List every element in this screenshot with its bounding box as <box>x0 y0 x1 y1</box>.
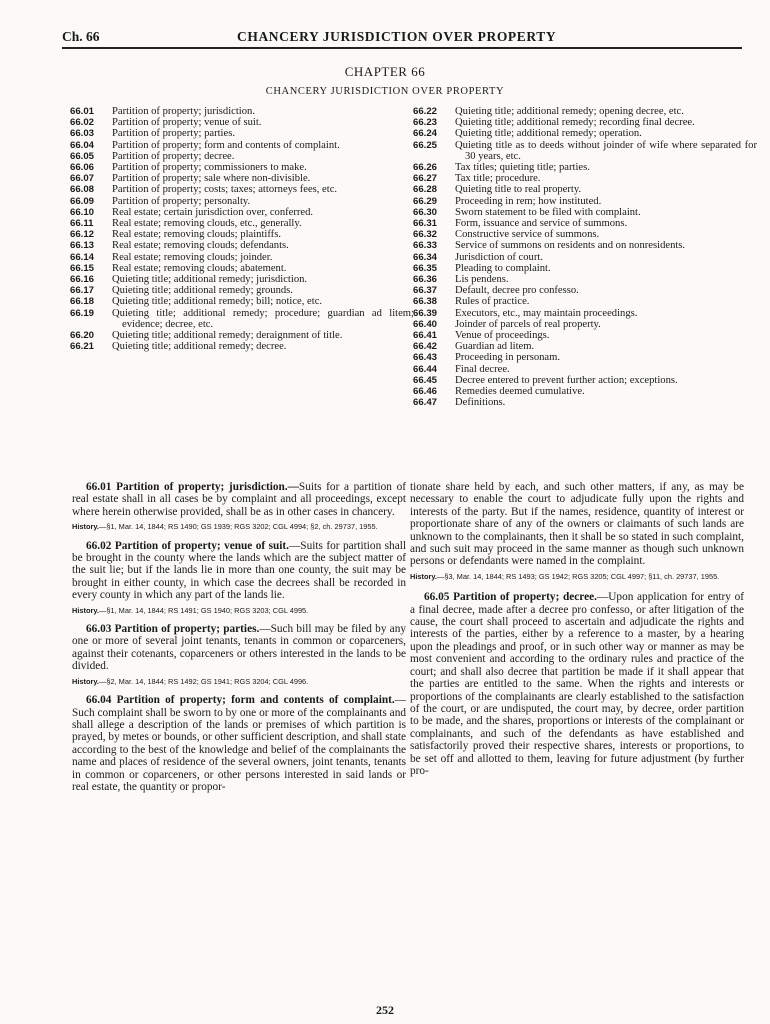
toc-section-number: 66.37 <box>413 285 438 297</box>
toc-entry <box>70 184 414 195</box>
toc-section-number: 66.42 <box>413 341 438 353</box>
toc-section-title: Partition of property; parties. <box>112 128 235 140</box>
toc-section-number: 66.21 <box>70 341 95 353</box>
toc-section-number: 66.32 <box>413 229 438 241</box>
toc-section-number: 66.47 <box>413 397 438 409</box>
toc-entry <box>413 106 757 117</box>
history-label: History. <box>72 605 99 615</box>
toc-section-title: Quieting title; additional remedy; procedure; guardian ad litem; evidence; decree, etc. <box>112 307 414 330</box>
toc-entry <box>413 218 757 229</box>
toc-section-title: Rules of practice. <box>455 296 530 308</box>
toc-entry <box>70 218 414 229</box>
toc-section-title: Real estate; removing clouds; plaintiffs. <box>112 229 281 241</box>
toc-section-title: Constructive service of summons. <box>455 229 600 241</box>
toc-entry <box>70 196 414 207</box>
toc-section-title: Venue of proceedings. <box>455 330 550 342</box>
toc-section-number: 66.29 <box>413 195 438 207</box>
section-heading: 66.05 Partition of property; decree. <box>424 591 597 604</box>
toc-entry <box>70 341 414 352</box>
toc-section-number: 66.06 <box>70 162 95 174</box>
toc-entry <box>413 341 757 352</box>
toc-section-number: 66.17 <box>70 285 95 297</box>
toc-entry <box>413 274 757 285</box>
toc-entry <box>413 386 757 397</box>
toc-section-number: 66.04 <box>70 139 95 151</box>
section-66-02 <box>72 540 406 602</box>
toc-entry <box>70 106 414 117</box>
toc-section-number: 66.01 <box>70 106 95 117</box>
toc-entry <box>70 128 414 139</box>
toc-section-title: Real estate; removing clouds; abatement. <box>112 262 287 274</box>
toc-section-title: Partition of property; venue of suit. <box>112 117 262 129</box>
toc-section-title: Joinder of parcels of real property. <box>455 318 601 330</box>
toc-section-title: Partition of property; decree. <box>112 150 235 162</box>
toc-section-number: 66.46 <box>413 386 438 398</box>
toc-right-column <box>413 106 757 408</box>
toc-section-number: 66.12 <box>70 229 95 241</box>
toc-section-title: Proceeding in personam. <box>455 352 561 364</box>
toc-section-number: 66.10 <box>70 206 95 218</box>
history-note <box>72 607 406 615</box>
toc-entry <box>413 397 757 408</box>
toc-section-number: 66.13 <box>70 240 95 252</box>
toc-entry <box>70 173 414 184</box>
toc-section-number: 66.14 <box>70 251 95 263</box>
toc-section-title: Service of summons on residents and on nonresidents. <box>455 240 686 252</box>
running-head <box>62 27 742 49</box>
toc-section-number: 66.27 <box>413 173 438 185</box>
toc-entry <box>70 151 414 162</box>
toc-entry <box>413 364 757 375</box>
section-body: —Upon application for entry of a final decree, made after a decree pro confesso, or after litigation of the cause, the court shall proceed to ascertain and adjudicate the rights and interests of the parties, either by a reference to a master, by a hearing upon the pleadings and proof, or in such other way or manner as may be most convenient and according to the ordinary rules and practice of the court; and shall also decree that partition be made if it shall appear that the parties are entitled to the same. When the rights and interests or proportions of the complainants are clearly established to the satisfaction of the court, or are undisputed, the court may, by decree, order partition to be made, and the shares, proportions or interests of the complainant or complainants, and such of the defendants as have established and satisfactorily proved their respective shares, interests or proportions, to be set off and allotted to them, leaving for future adjustment (by further pro- <box>410 591 744 777</box>
toc-section-title: Real estate; removing clouds; joinder. <box>112 251 273 263</box>
toc-section-title: Sworn statement to be filed with complaint. <box>455 206 641 218</box>
section-body: tionate share held by each, and such other matters, if any, as may be necessary to enable the court to adjudicate fully upon the rights and interests of the party. But if the names, residence, quantity of interest or proportionate share of any of the owners or claimants of such lands are unknown to the complainants, then it shall be so stated in such complaint, and such suit may proceed in the same manner as though such unknown persons or defendants were named in the complaint. <box>410 481 744 568</box>
toc-section-title: Guardian ad litem. <box>455 341 535 353</box>
history-note <box>72 678 406 686</box>
toc-section-number: 66.20 <box>70 330 95 342</box>
toc-section-number: 66.30 <box>413 206 438 218</box>
section-66-05 <box>410 591 744 777</box>
running-head-title: CHANCERY JURISDICTION OVER PROPERTY <box>237 29 557 44</box>
history-text: —§1, Mar. 14, 1844; RS 1491; GS 1940; RGS 3203; CGL 4995. <box>98 605 309 615</box>
history-text: —§1, Mar. 14, 1844; RS 1490; GS 1939; RGS 3202; CGL 4994; §2, ch. 29737, 1955. <box>98 522 378 532</box>
chapter-heading: CHAPTER 66 <box>344 64 426 79</box>
toc-section-title: Quieting title; additional remedy; opening decree, etc. <box>455 106 684 117</box>
toc-section-number: 66.39 <box>413 307 438 319</box>
toc-section-number: 66.11 <box>70 218 94 230</box>
toc-section-number: 66.25 <box>413 139 438 151</box>
toc-section-title: Tax titles; quieting title; parties. <box>455 162 590 174</box>
toc-entry <box>70 140 414 151</box>
toc-section-title: Quieting title to real property. <box>455 184 582 196</box>
toc-section-number: 66.44 <box>413 363 438 375</box>
toc-section-number: 66.22 <box>413 106 438 117</box>
toc-section-title: Quieting title; additional remedy; bill; notice, etc. <box>112 296 323 308</box>
toc-section-title: Partition of property; commissioners to make. <box>112 162 307 174</box>
toc-entry <box>413 252 757 263</box>
section-66-04-continued <box>410 481 744 568</box>
toc-section-title: Quieting title; additional remedy; operation. <box>455 128 642 140</box>
toc-entry <box>413 128 757 139</box>
toc-entry <box>70 285 414 296</box>
toc-section-title: Partition of property; costs; taxes; attorneys fees, etc. <box>112 184 338 196</box>
toc-section-title: Partition of property; form and contents of complaint. <box>112 139 340 151</box>
running-head-chapter: Ch. 66 <box>62 29 100 44</box>
toc-section-number: 66.08 <box>70 184 95 196</box>
toc-section-number: 66.15 <box>70 262 95 274</box>
toc-section-title: Executors, etc., may maintain proceedings. <box>455 307 638 319</box>
toc-section-title: Real estate; removing clouds, etc., generally. <box>112 218 302 230</box>
toc-entry <box>413 140 757 162</box>
toc-section-number: 66.26 <box>413 162 438 174</box>
toc-section-title: Quieting title; additional remedy; grounds. <box>112 285 293 297</box>
toc-entry <box>413 196 757 207</box>
toc-section-number: 66.28 <box>413 184 438 196</box>
toc-section-number: 66.18 <box>70 296 95 308</box>
toc-section-title: Quieting title as to deeds without joinder of wife where separated for 30 years, etc. <box>455 139 757 162</box>
toc-entry <box>413 330 757 341</box>
toc-section-number: 66.03 <box>70 128 95 140</box>
toc-section-number: 66.31 <box>413 218 438 230</box>
toc-entry <box>70 207 414 218</box>
body-right-column <box>410 481 744 1001</box>
toc-section-title: Real estate; certain jurisdiction over, conferred. <box>112 206 314 218</box>
toc-section-title: Form, issuance and service of summons. <box>455 218 628 230</box>
toc-section-number: 66.34 <box>413 251 438 263</box>
toc-section-number: 66.43 <box>413 352 438 364</box>
toc-section-title: Remedies deemed cumulative. <box>455 386 585 398</box>
toc-section-number: 66.40 <box>413 318 438 330</box>
history-note <box>410 573 744 581</box>
toc-section-title: Final decree. <box>455 363 510 375</box>
page-number: 252 <box>376 1003 394 1017</box>
history-text: —§3, Mar. 14, 1844; RS 1493; GS 1942; RGS 3205; CGL 4997; §11, ch. 29737, 1955. <box>436 571 720 581</box>
toc-entry <box>413 207 757 218</box>
toc-section-number: 66.35 <box>413 262 438 274</box>
toc-section-title: Jurisdiction of court. <box>455 251 543 263</box>
toc-entry <box>413 285 757 296</box>
toc-entry <box>413 184 757 195</box>
toc-section-title: Partition of property; sale where non-divisible. <box>112 173 311 185</box>
toc-section-title: Quieting title; additional remedy; deraignment of title. <box>112 330 343 342</box>
toc-section-number: 66.07 <box>70 173 95 185</box>
toc-entry <box>70 252 414 263</box>
toc-entry <box>70 240 414 251</box>
section-heading: 66.04 Partition of property; form and contents of complaint. <box>86 694 395 707</box>
toc-entry <box>413 319 757 330</box>
toc-entry <box>413 229 757 240</box>
toc-entry <box>413 308 757 319</box>
toc-entry <box>70 274 414 285</box>
toc-entry <box>413 117 757 128</box>
toc-section-title: Lis pendens. <box>455 274 509 286</box>
section-66-03 <box>72 623 406 673</box>
toc-entry <box>70 296 414 307</box>
toc-section-number: 66.45 <box>413 374 438 386</box>
toc-section-title: Definitions. <box>455 397 506 409</box>
toc-section-number: 66.41 <box>413 330 438 342</box>
toc-entry <box>70 229 414 240</box>
toc-entry <box>413 263 757 274</box>
toc-section-number: 66.05 <box>70 150 95 162</box>
toc-section-title: Partition of property; personalty. <box>112 195 251 207</box>
toc-section-number: 66.36 <box>413 274 438 286</box>
toc-entry <box>413 162 757 173</box>
history-label: History. <box>72 522 99 532</box>
toc-section-number: 66.02 <box>70 117 95 129</box>
toc-entry <box>413 296 757 307</box>
toc-left-column <box>70 106 414 352</box>
toc-section-title: Proceeding in rem; how instituted. <box>455 195 602 207</box>
toc-entry <box>413 173 757 184</box>
toc-section-title: Real estate; removing clouds; defendants. <box>112 240 289 252</box>
toc-section-title: Quieting title; additional remedy; decree. <box>112 341 287 353</box>
section-heading: 66.03 Partition of property; parties. <box>86 623 260 636</box>
toc-section-title: Default, decree pro confesso. <box>455 285 579 297</box>
toc-entry <box>70 162 414 173</box>
history-note <box>72 523 406 531</box>
toc-entry <box>70 330 414 341</box>
toc-section-title: Partition of property; jurisdiction. <box>112 106 255 117</box>
toc-entry <box>413 352 757 363</box>
toc-section-number: 66.09 <box>70 195 95 207</box>
chapter-subtitle: CHANCERY JURISDICTION OVER PROPERTY <box>265 86 505 97</box>
history-label: History. <box>72 676 99 686</box>
toc-entry <box>70 263 414 274</box>
section-body: —Suits for partition shall be brought in the county where the lands which are the subject matter of the suit lie; but if the lands lie in more than one county, the suit may be brought in either county, in which case the decrees shall be recorded in every county in which any part of the lands lie. <box>72 539 406 602</box>
toc-entry <box>70 117 414 128</box>
toc-section-title: Tax title; procedure. <box>455 173 541 185</box>
toc-section-title: Quieting title; additional remedy; jurisdiction. <box>112 274 308 286</box>
toc-section-number: 66.19 <box>70 307 95 319</box>
section-body: Suits for a partition of real estate shall in all cases be by complaint and all proceedings, except where herein otherwise provided, shall be as in other cases in chancery. <box>72 481 406 518</box>
section-body: —Such complaint shall be sworn to by one or more of the complainants and shall allege a description of the lands or premises of which partition is prayed, by metes or bounds, or other sufficient description, and shall state according to the best of the knowledge and belief of the complainants the name and places of residence of the several owners, joint tenants, tenants in common or coparceners, or other persons interested in said lands or real estate, the quantity or propor- <box>72 694 406 793</box>
toc-section-number: 66.23 <box>413 117 438 129</box>
toc-section-title: Decree entered to prevent further action; exceptions. <box>455 374 678 386</box>
section-heading: 66.01 Partition of property; jurisdiction.— <box>86 481 299 493</box>
toc-entry <box>413 240 757 251</box>
section-66-04 <box>72 694 406 793</box>
toc-entry <box>70 308 414 330</box>
toc-section-title: Pleading to complaint. <box>455 262 551 274</box>
section-body: —Such bill may be filed by any one or more of several joint tenants, tenants in common or coparceners, against their cotenants, coparceners or others interested in the lands to be divided. <box>72 623 406 673</box>
history-label: History. <box>410 571 437 581</box>
section-heading: 66.02 Partition of property; venue of suit. <box>86 539 289 552</box>
toc-entry <box>413 375 757 386</box>
history-text: —§2, Mar. 14, 1844; RS 1492; GS 1941; RGS 3204; CGL 4996. <box>98 676 309 686</box>
toc-section-number: 66.16 <box>70 274 95 286</box>
toc-section-number: 66.33 <box>413 240 438 252</box>
toc-section-title: Quieting title; additional remedy; recording final decree. <box>455 117 695 129</box>
section-66-01 <box>72 481 406 518</box>
body-left-column <box>72 481 406 1001</box>
toc-section-number: 66.24 <box>413 128 438 140</box>
toc-section-number: 66.38 <box>413 296 438 308</box>
